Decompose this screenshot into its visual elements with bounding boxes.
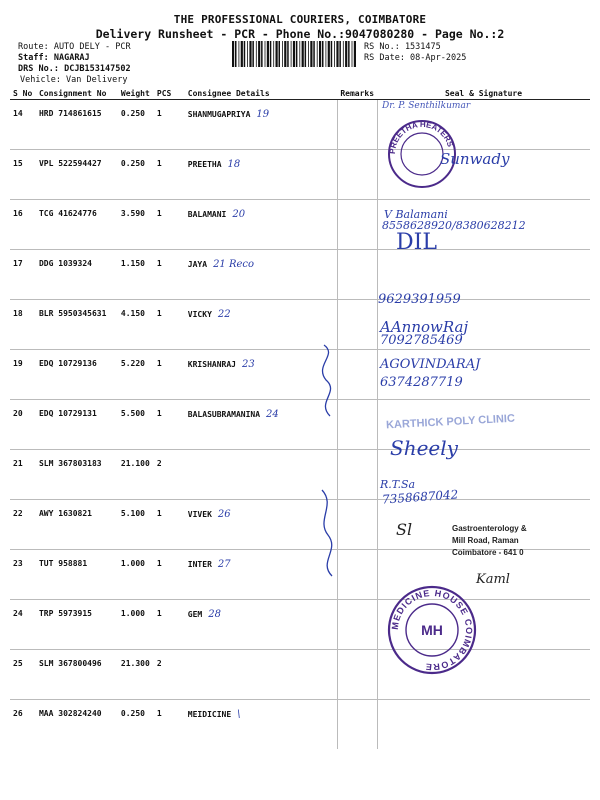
col-pcs: PCS (154, 88, 185, 100)
jaya-signature: DIL (396, 230, 437, 255)
consignee-name: GEM (187, 610, 203, 619)
consignee-name: VIVEK (187, 510, 212, 519)
signature-cell (377, 100, 590, 150)
handwritten-mark: 27 (217, 559, 231, 570)
weight: 5.220 (118, 350, 154, 400)
inter-phone: 7358687042 (381, 487, 459, 507)
signature-cell (377, 450, 590, 500)
table-header (10, 88, 590, 100)
col-consignee: Consignee Details (185, 88, 338, 100)
consignment-no: DDG 1039324 (36, 250, 118, 300)
drs-label: DRS No.: (18, 64, 59, 74)
consignee (185, 350, 338, 400)
weight: 1.000 (118, 550, 154, 600)
consignee (185, 550, 338, 600)
pcs: 1 (154, 700, 185, 750)
clinic-stamp: KARTHICK POLY CLINIC (385, 412, 516, 432)
consignment-no: AWY 1630821 (36, 500, 118, 550)
consignee (185, 600, 338, 650)
col-sno: S No (10, 88, 36, 100)
handwritten-mark: 23 (241, 359, 255, 370)
remarks (337, 500, 377, 550)
consignee-name: BALASUBRAMANINA (187, 410, 261, 419)
preetha-signature: Sunwady (440, 150, 510, 168)
consignee-name: INTER (187, 560, 212, 569)
remarks (337, 300, 377, 350)
signature-cell (377, 400, 590, 450)
remarks (337, 100, 377, 150)
table-row (10, 350, 590, 400)
signature-cell (377, 600, 590, 650)
consignment-no: HRD 714861615 (38, 109, 102, 118)
consignee-name: MEIDICINE (187, 710, 232, 719)
signature-cell (377, 200, 590, 250)
drs-line (18, 64, 131, 74)
company-name: THE PROFESSIONAL COURIERS, COIMBATORE (173, 13, 427, 26)
pcs: 1 (154, 250, 185, 300)
consignee (185, 200, 338, 250)
balamani-phone: 8558628920/8380628212 (382, 219, 526, 232)
pcs: 1 (154, 300, 185, 350)
signature-cell (377, 350, 590, 400)
consignee-name: VICKY (187, 310, 212, 319)
handwritten-mark: 22 (217, 309, 231, 320)
remarks (337, 650, 377, 700)
sno: 26 (10, 700, 36, 750)
weight: 1.150 (118, 250, 154, 300)
pcs: 2 (154, 650, 185, 700)
handwritten-mark: 18 (227, 159, 241, 170)
weight: 4.150 (118, 300, 154, 350)
sno: 22 (10, 500, 36, 550)
consignment-no: EDQ 10729136 (36, 350, 118, 400)
balasubramanina-signature: AGOVINDARAJ (380, 357, 481, 372)
handwritten-mark: 19 (256, 109, 270, 120)
consignment-no: TUT 958881 (36, 550, 118, 600)
consignee (185, 700, 338, 750)
table-row (10, 500, 590, 550)
remarks (337, 700, 377, 750)
sno: 18 (10, 300, 36, 350)
sno: 14 (13, 109, 23, 118)
signature-cell (377, 500, 590, 550)
pcs: 1 (154, 600, 185, 650)
col-weight: Weight (118, 88, 154, 100)
weight: 0.250 (118, 700, 154, 750)
consignee (185, 150, 338, 200)
signature-cell (377, 250, 590, 300)
signature-cell (377, 150, 590, 200)
hospital-stamp-line-1: Gastroenterology & (452, 524, 527, 533)
sno: 15 (10, 150, 36, 200)
consignment-no: SLM 367800496 (36, 650, 118, 700)
medicine-house-signature: Kaml (476, 572, 510, 587)
table-row (10, 650, 590, 700)
consignment-no: MAA 302824240 (36, 700, 118, 750)
pcs: 1 (154, 200, 185, 250)
table-row (10, 400, 590, 450)
consignee-name: JAYA (187, 260, 208, 269)
table-row (10, 700, 590, 750)
runsheet-table (10, 88, 590, 749)
table-row (10, 600, 590, 650)
runsheet-title: Delivery Runsheet - PCR - Phone No.:9047080280 - Page No.:2 (95, 27, 505, 41)
pcs: 1 (154, 500, 185, 550)
table-row (10, 150, 590, 200)
gem-signature: Sl (396, 520, 413, 539)
krishanraj-signature: AAnnowRaj (380, 318, 469, 336)
vivek-signature: Sheely (390, 436, 458, 460)
staff-line (18, 53, 90, 63)
sno: 24 (10, 600, 36, 650)
sno: 16 (10, 200, 36, 250)
consignee (185, 250, 338, 300)
remarks (337, 250, 377, 300)
sno: 19 (10, 350, 36, 400)
consignment-no: BLR 5950345631 (36, 300, 118, 350)
handwritten-mark: 24 (266, 409, 279, 420)
medicine-house-ring-text: MEDICINE HOUSE COIMBATORE (389, 587, 475, 673)
handwritten-mark: 26 (217, 509, 231, 520)
pcs: 1 (156, 109, 162, 118)
pcs: 1 (154, 150, 185, 200)
preetha-ring-text: PREETHA HEATERS (387, 119, 455, 155)
vehicle: Vehicle: Van Delivery (20, 75, 128, 85)
consignment-no: EDQ 10729131 (36, 400, 118, 450)
weight: 0.250 (120, 109, 145, 118)
vicky-phone: 9629391959 (378, 292, 461, 307)
col-signature: Seal & Signature (377, 88, 590, 100)
weight: 1.000 (118, 600, 154, 650)
table-row (10, 250, 590, 300)
table-row (10, 200, 590, 250)
remarks (337, 450, 377, 500)
drs-number: DCJB153147502 (64, 64, 131, 74)
sno: 21 (10, 450, 36, 500)
table-row (10, 300, 590, 350)
sno: 20 (10, 400, 36, 450)
hospital-stamp-line-3: Coimbatore - 641 0 (452, 548, 524, 557)
sno: 17 (10, 250, 36, 300)
medicine-house-monogram: MH (421, 622, 443, 638)
handwritten-mark: 28 (208, 609, 221, 620)
remarks (337, 600, 377, 650)
remarks (337, 400, 377, 450)
table-row (10, 450, 590, 500)
consignee (185, 450, 338, 500)
consignee (185, 300, 338, 350)
table-row (10, 100, 590, 150)
sno: 25 (10, 650, 36, 700)
consignee-name: BALAMANI (187, 210, 227, 219)
pcs: 1 (154, 350, 185, 400)
inter-signature: R.T.Sa (380, 478, 416, 491)
balamani-signature: V Balamani (384, 208, 448, 221)
handwritten-mark: 21 Reco (213, 259, 255, 270)
signature-cell (377, 700, 590, 750)
consignment-no: VPL 522594427 (36, 150, 118, 200)
rs-number: RS No.: 1531475 (364, 42, 441, 52)
consignee (185, 650, 338, 700)
staff-name: NAGARAJ (53, 53, 90, 63)
route: Route: AUTO DELY - PCR (18, 42, 131, 52)
sno: 23 (10, 550, 36, 600)
weight: 5.100 (118, 500, 154, 550)
consignee-name: PREETHA (187, 160, 222, 169)
handwritten-mark: \ (237, 709, 241, 720)
consignee (185, 500, 338, 550)
weight: 21.300 (118, 650, 154, 700)
weight: 21.100 (118, 450, 154, 500)
col-remarks: Remarks (337, 88, 377, 100)
weight: 5.500 (118, 400, 154, 450)
consignee-name: SHANMUGAPRIYA (187, 110, 251, 119)
consignee (185, 400, 338, 450)
remarks (337, 550, 377, 600)
barcode (232, 41, 356, 67)
table-row (10, 550, 590, 600)
consignment-no: TCG 41624776 (36, 200, 118, 250)
pcs: 1 (154, 400, 185, 450)
krishanraj-phone: 7092785469 (380, 333, 463, 348)
signature-cell (377, 650, 590, 700)
consignee-name: KRISHANRAJ (187, 360, 236, 369)
remarks (337, 350, 377, 400)
consignment-no: SLM 367803183 (36, 450, 118, 500)
weight: 3.590 (118, 200, 154, 250)
pcs: 1 (154, 550, 185, 600)
remarks (337, 200, 377, 250)
balasubramanina-phone: 6374287719 (380, 375, 463, 390)
signature-cell (377, 300, 590, 350)
doctor-stamp-text: Dr. P. Senthilkumar (382, 101, 471, 111)
consignment-no: TRP 5973915 (36, 600, 118, 650)
pcs: 2 (154, 450, 185, 500)
col-consignment: Consignment No (36, 88, 118, 100)
hospital-stamp-line-2: Mill Road, Raman (452, 536, 519, 545)
weight: 0.250 (118, 150, 154, 200)
remarks (337, 150, 377, 200)
handwritten-mark: 20 (232, 209, 246, 220)
signature-cell (377, 550, 590, 600)
consignee (185, 100, 338, 150)
staff-label: Staff: (18, 53, 49, 63)
rs-date: RS Date: 08-Apr-2025 (364, 53, 467, 63)
